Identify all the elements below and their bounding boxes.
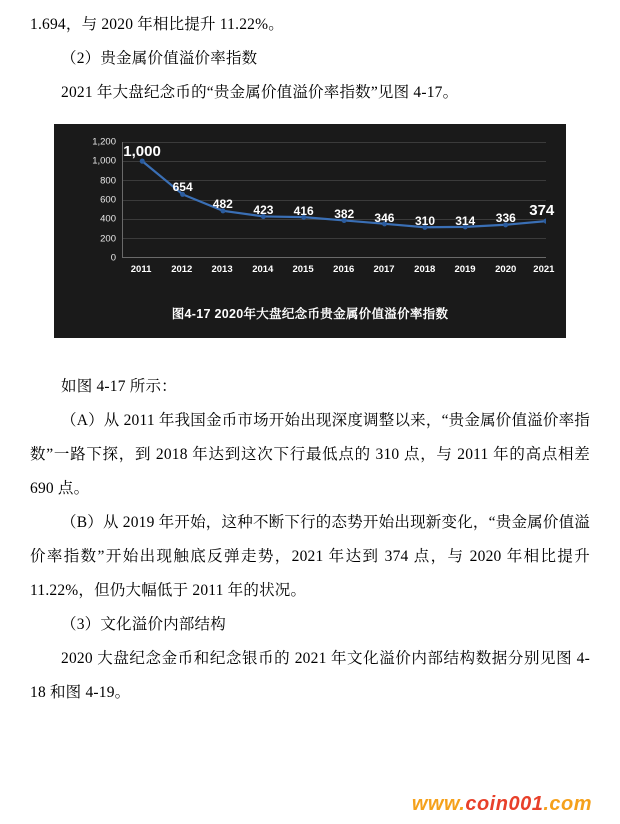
x-axis-tick: 2018 [414, 264, 436, 275]
x-axis-tick: 2021 [533, 264, 555, 275]
x-axis-tick: 2017 [373, 264, 395, 275]
x-axis-tick: 2013 [211, 264, 233, 275]
data-label: 654 [172, 179, 193, 194]
watermark-suffix: .com [543, 793, 592, 815]
y-axis-tick: 600 [100, 194, 116, 206]
x-axis-tick: 2020 [495, 264, 517, 275]
data-label: 314 [455, 213, 476, 228]
x-axis-tick: 2012 [171, 264, 193, 275]
chart-card [54, 124, 566, 338]
paragraph-3: 2021 年大盘纪念币的“贵金属价值溢价率指数”见图 4-17。 [61, 84, 459, 101]
x-axis-tick: 2011 [130, 264, 152, 275]
watermark-middle: coin001 [465, 793, 544, 815]
chart-plot [122, 142, 555, 258]
data-label: 346 [374, 210, 395, 225]
paragraph-2: （2）贵金属价值溢价率指数 [61, 50, 258, 67]
paragraph-1: 1.694，与 2020 年相比提升 11.22%。 [30, 16, 284, 33]
data-label: 336 [495, 211, 516, 226]
x-axis-tick: 2016 [333, 264, 355, 275]
watermark [412, 793, 592, 816]
data-label: 416 [293, 203, 314, 218]
data-label: 482 [212, 197, 233, 211]
paragraph-7: （3）文化溢价内部结构 [61, 616, 226, 633]
data-label: 1,000 [123, 143, 161, 161]
y-axis-tick: 1,200 [92, 136, 116, 148]
y-axis-tick: 400 [100, 213, 116, 225]
data-label: 374 [529, 202, 555, 220]
x-axis-tick: 2014 [252, 264, 274, 275]
data-label: 382 [334, 207, 355, 222]
paragraph-6: （B）从 2019 年开始，这种不断下行的态势开始出现新变化，“贵金属价值溢价率指数”开始出现触底反弹走势，2021 年达到 374 点，与 2020 年相比提升 11.22%，但仍大幅低于 2011 年的状况。 [30, 514, 590, 599]
chart-area [70, 136, 555, 288]
x-axis-tick: 2015 [292, 264, 314, 275]
spacer [30, 348, 590, 370]
y-axis-tick: 200 [100, 233, 116, 245]
y-axis-tick: 0 [110, 252, 116, 264]
x-axis [122, 264, 555, 282]
figure-4-17 [30, 124, 590, 338]
paragraph-5: （A）从 2011 年我国金币市场开始出现深度调整以来，“贵金属价值溢价率指数”一路下探，到 2018 年达到这次下行最低点的 310 点，与 2011 年的高点相差 690 点。 [30, 412, 590, 497]
data-label: 310 [415, 214, 436, 229]
figure-caption: 图4-17 2020年大盘纪念币贵金属价值溢价率指数 [171, 307, 449, 321]
data-label: 423 [253, 202, 274, 217]
paragraph-4: 如图 4-17 所示： [61, 378, 177, 395]
chart-markers [123, 142, 546, 257]
y-axis-tick: 800 [100, 175, 116, 187]
paragraph-8: 2020 大盘纪念金币和纪念银币的 2021 年文化溢价内部结构数据分别见图 4-18 和图 4-19。 [30, 650, 590, 701]
watermark-prefix: www. [411, 793, 466, 815]
x-axis-tick: 2019 [454, 264, 476, 275]
y-axis-tick: 1,000 [92, 155, 116, 167]
